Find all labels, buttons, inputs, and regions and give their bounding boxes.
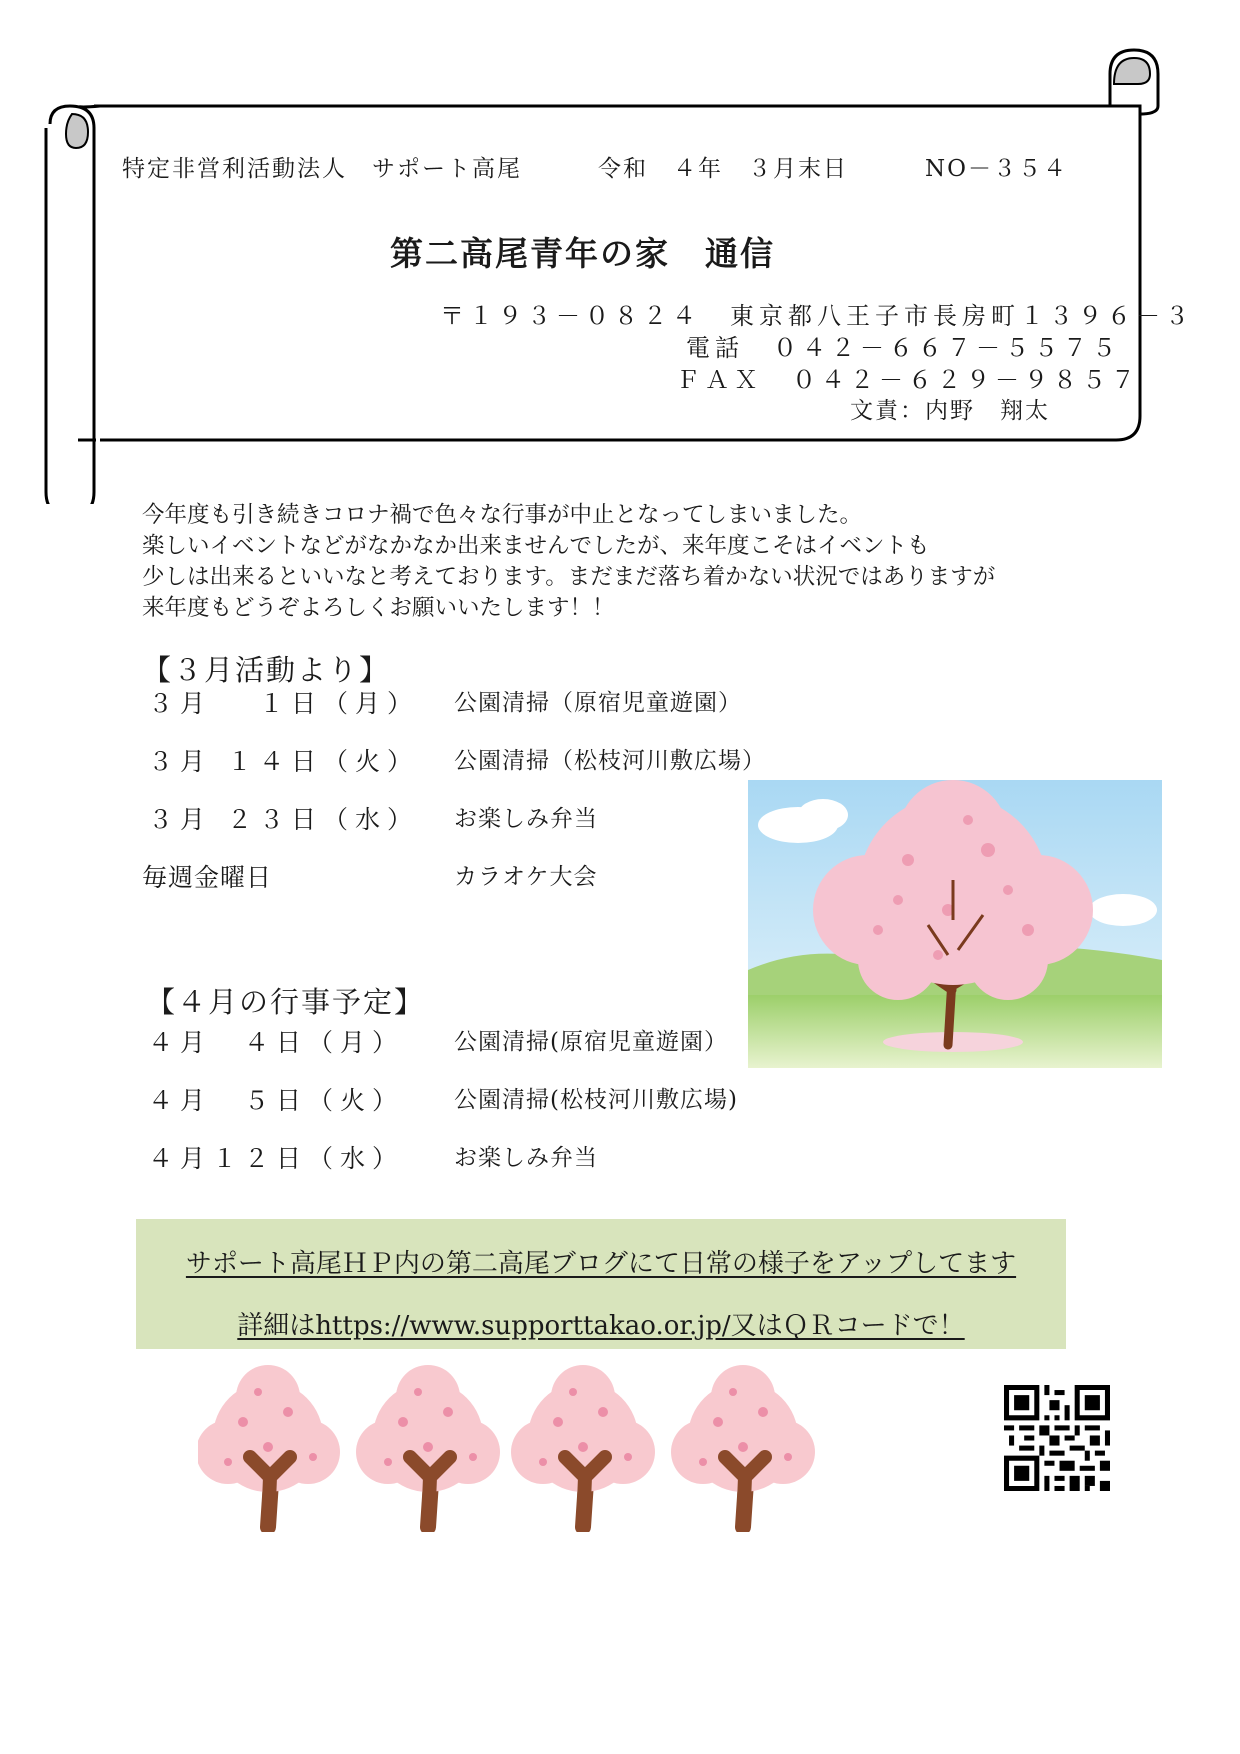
april-event-desc: お楽しみ弁当 (454, 1145, 598, 1171)
address: 〒１９３－０８２４ 東京都八王子市長房町１３９６－３ (440, 302, 1194, 330)
april-event-desc: 公園清掃(松枝河川敷広場) (454, 1087, 738, 1113)
intro-line: 少しは出来るといいなと考えております。まだまだ落ち着かない状況ではありますが (142, 564, 996, 590)
blog-notice (136, 1219, 1066, 1349)
march-event-date: ３月 １日（月） (148, 689, 419, 718)
april-event-desc: 公園清掃(原宿児童遊園） (454, 1029, 728, 1055)
fax-number: ＦＡＸ ０４２－６２９－９８５７ (676, 366, 1140, 394)
march-event-date: ３月 １４日（火） (148, 747, 419, 776)
intro-line: 来年度もどうぞよろしくお願いいたします！！ (142, 595, 615, 621)
issue-number: NO－３５４ (925, 156, 1068, 182)
march-event-date: ３月 ２３日（水） (148, 805, 419, 834)
website-link[interactable]: 詳細はhttps://www.supporttakao.or.jp/又はＱＲコードで！ (237, 1311, 965, 1341)
intro-line: 今年度も引き続きコロナ禍で色々な行事が中止となってしまいました。 (142, 502, 863, 528)
editor: 文責：内野 翔太 (850, 398, 1050, 424)
april-heading: 【４月の行事予定】 (146, 985, 426, 1019)
march-event-desc: お楽しみ弁当 (454, 806, 598, 832)
march-event-desc: 公園清掃（松枝河川敷広場） (454, 748, 766, 774)
april-event-date: ４月１２日（水） (148, 1144, 405, 1173)
intro-paragraph (142, 500, 1122, 624)
march-heading: 【３月活動より】 (142, 653, 391, 687)
blog-notice-text[interactable]: サポート高尾ＨＰ内の第二高尾ブログにて日常の様子をアップしてます (185, 1249, 1017, 1279)
april-event-date: ４月 ５日（火） (148, 1086, 405, 1115)
newsletter-title: 第二高尾青年の家 通信 (390, 234, 775, 273)
org-name: 特定非営利活動法人 サポート高尾 (122, 156, 522, 182)
phone-number: 電話 ０４２－６６７－５５７５ (686, 334, 1121, 362)
qr-code[interactable] (1004, 1385, 1110, 1491)
march-event-date: 毎週金曜日 (142, 863, 273, 892)
april-event-date: ４月 ４日（月） (148, 1028, 405, 1057)
issue-date: 令和 ４年 ３月末日 (598, 156, 848, 182)
cherry-trees-row-illustration (198, 1362, 838, 1532)
march-event-desc: 公園清掃（原宿児童遊園） (454, 690, 742, 716)
march-event-desc: カラオケ大会 (454, 864, 598, 890)
intro-line: 楽しいイベントなどがなかなか出来ませんでしたが、来年度こそはイベントも (142, 533, 930, 559)
cherry-tree-illustration (748, 780, 1162, 1068)
